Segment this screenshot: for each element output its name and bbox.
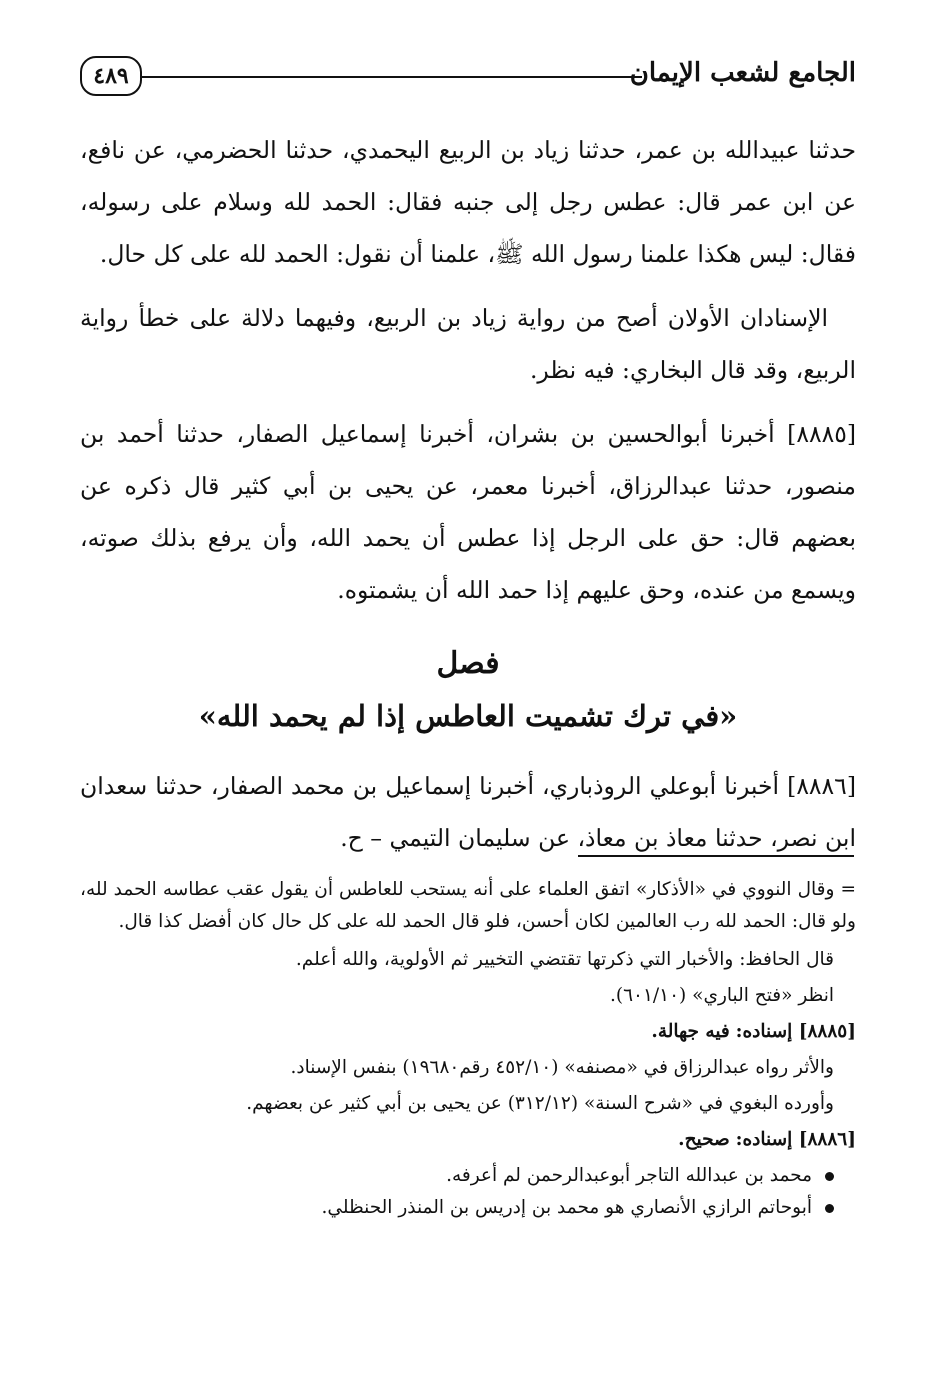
bullet-text-1: محمد بن عبدالله التاجر أبوعبدالرحمن لم أعرفه. — [446, 1165, 812, 1186]
header-rule — [142, 76, 642, 78]
paragraph-4-text: أخبرنا أبوعلي الروذباري، أخبرنا إسماعيل بن محمد الصفار، حدثنا سعدان ابن نصر، حدثنا معاذ بن معاذ، عن سليمان التيمي – ح. — [80, 772, 856, 852]
section-title: فصل — [436, 646, 500, 681]
page-number-text: ٤٨٩ — [93, 63, 129, 89]
footnote-1: = وقال النووي في «الأذكار» اتفق العلماء على أنه يستحب للعاطس أن يقول عقب عطاسه الحمد لله، ولو قال: الحمد لله رب العالمين لكان أحسن، فلو قال الحمد لله على كل حال كان أفضل كذا قال. — [80, 879, 856, 932]
list-item — [80, 1160, 834, 1192]
page-header — [80, 56, 856, 100]
main-text — [80, 124, 856, 876]
paragraph-3 — [80, 408, 856, 616]
running-title: الجامع لشعب الإيمان — [629, 58, 856, 88]
page-number — [80, 56, 142, 96]
footnote-5: والأثر رواه عبدالرزاق في «مصنفه» (٤٥٢/١٠ رقم١٩٦٨٠) بنفس الإسناد. — [290, 1057, 834, 1078]
bullet-text-2: أبوحاتم الرازي الأنصاري هو محمد بن إدريس بن المنذر الحنظلي. — [321, 1197, 812, 1218]
footnote-separator — [578, 855, 854, 857]
list-item — [80, 1192, 834, 1224]
footnote-8885-label: [٨٨٨٥] إسناده: — [735, 1021, 856, 1042]
paragraph-4 — [80, 760, 856, 864]
bullet-icon — [825, 1172, 834, 1181]
footnote-8886-value: صحيح. — [678, 1129, 730, 1150]
paragraph-3-text: أخبرنا أبوالحسين بن بشران، أخبرنا إسماعيل الصفار، حدثنا أحمد بن منصور، حدثنا عبدالرزاق، أخبرنا معمر، عن يحيى بن أبي كثير قال ذكره عن بعضهم قال: حق على الرجل إذا عطس أن يحمد الله، وأن يرفع بذلك صوته، ويسمع من عنده، وحق عليهم إذا حمد الله أن يشمتوه. — [80, 420, 856, 604]
hadith-number-8885: [٨٨٨٥] — [787, 420, 856, 448]
footnote-8886-label: [٨٨٨٦] إسناده: — [735, 1129, 856, 1150]
bullet-icon — [825, 1204, 834, 1213]
footnote-2: قال الحافظ: والأخبار التي ذكرتها تقتضي التخيير ثم الأولوية، والله أعلم. — [295, 949, 834, 970]
footnote-8885-value: فيه جهالة. — [651, 1021, 730, 1042]
hadith-number-8886: [٨٨٨٦] — [787, 772, 856, 800]
footnote-8886-grade — [80, 1124, 856, 1156]
footnote-bullets — [80, 1160, 856, 1224]
section-subtitle: «في ترك تشميت العاطس إذا لم يحمد الله» — [198, 699, 738, 733]
paragraph-2-text: الإسنادان الأولان أصح من رواية زياد بن الربيع، وفيهما دلالة على خطأ رواية الربيع، وقد قال البخاري: فيه نظر. — [80, 304, 856, 384]
paragraph-2 — [80, 292, 856, 396]
footnote-8885-grade — [80, 1016, 856, 1048]
footnotes — [80, 874, 856, 1224]
footnote-3: انظر «فتح الباري» (٦٠١/١٠). — [610, 985, 834, 1006]
footnote-6: وأورده البغوي في «شرح السنة» (٣١٢/١٢) عن يحيى بن أبي كثير عن بعضهم. — [246, 1093, 834, 1114]
paragraph-1: حدثنا عبيدالله بن عمر، حدثنا زياد بن الربيع اليحمدي، حدثنا الحضرمي، عن نافع، عن ابن عمر قال: عطس رجل إلى جنبه فقال: الحمد لله وسلام على رسوله، فقال: ليس هكذا علمنا رسول الله ﷺ، علمنا أن نقول: الحمد لله على كل حال. — [80, 136, 856, 268]
section-heading — [80, 638, 856, 742]
